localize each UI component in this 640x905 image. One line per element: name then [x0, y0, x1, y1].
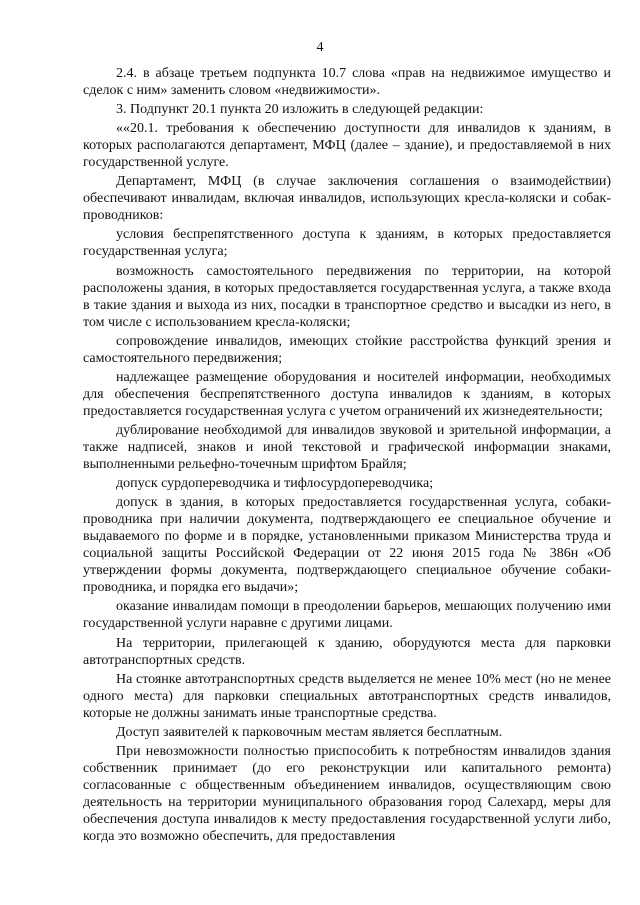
- paragraph-20-1: ««20.1. требования к обеспечению доступности для инвалидов к зданиям, в которых располагаются департамент, МФЦ (далее – здание), и предоставляемой в них государственной услуге.: [83, 121, 611, 171]
- list-item-duplication: дублирование необходимой для инвалидов звуковой и зрительной информации, а также надписей, знаков и иной текстовой и графической информации знаками, выполненными рельефно-точечным шрифтом Брайля;: [83, 422, 611, 473]
- list-item-accompaniment: сопровождение инвалидов, имеющих стойкие расстройства функций зрения и самостоятельного передвижения;: [83, 333, 611, 366]
- list-item-access-conditions: условия беспрепятственного доступа к зданиям, в которых предоставляется государственная услуга;: [83, 227, 611, 260]
- paragraph-parking-free: Доступ заявителей к парковочным местам является бесплатным.: [116, 724, 503, 740]
- list-item-sign-interpreter: допуск сурдопереводчика и тифлосурдопереводчика;: [116, 476, 434, 492]
- list-item-equipment: надлежащее размещение оборудования и носителей информации, необходимых для обеспечения беспрепятственного доступа инвалидов к зданиям, в которых предоставляется государственная услуга с учетом ограничений их жизнедеятельности;: [83, 369, 611, 419]
- paragraph-parking-territory: На территории, прилегающей к зданию, оборудуются места для парковки автотранспортных средств.: [83, 635, 611, 668]
- paragraph-impossibility: При невозможности полностью приспособить к потребностям инвалидов здания собственник принимает (до его реконструкции или капитального ремонта) согласованные с общественным объединением инвалидов, осуществляющим свою деятельность на территории муниципального образования город Салехард, меры для обеспечения доступа инвалидов к месту предоставления государственной услуги либо, когда это возможно обеспечить, для предоставления: [83, 743, 611, 845]
- list-item-guide-dog: допуск в здания, в которых предоставляется государственная услуга, собаки-проводника при наличии документа, подтверждающего ее специальное обучение и выдаваемого по форме и в порядке, установленными приказом Министерства труда и социальной защиты Российской Федерации от 22 июня 2015 года № 386н «Об утверждении формы документа, подтверждающего специальное обучение собаки-проводника, и порядка его выдачи»;: [83, 495, 611, 596]
- document-body: [83, 65, 611, 847]
- paragraph-department-mfc: Департамент, МФЦ (в случае заключения соглашения о взаимодействии) обеспечивают инвалидам, включая инвалидов, использующих кресла-коляски и собак-проводников:: [83, 174, 611, 224]
- paragraph-3: 3. Подпункт 20.1 пункта 20 изложить в следующей редакции:: [116, 102, 484, 118]
- page-number: 4: [316, 40, 324, 55]
- paragraph-parking-quota: На стоянке автотранспортных средств выделяется не менее 10% мест (но не менее одного места) для парковки специальных автотранспортных средств инвалидов, которые не должны занимать иные транспортные средства.: [83, 671, 611, 721]
- paragraph-2-4: 2.4. в абзаце третьем подпункта 10.7 слова «прав на недвижимое имущество и сделок с ним» заменить словом «недвижимости».: [83, 66, 611, 99]
- list-item-assistance: оказание инвалидам помощи в преодолении барьеров, мешающих получению ими государственной услуги наравне с другими лицами.: [83, 599, 611, 632]
- list-item-movement: возможность самостоятельного передвижения по территории, на которой расположены здания, в которых предоставляется государственная услуга, а также входа в такие здания и выхода из них, посадки в транспортное средство и высадки из него, в том числе с использованием кресла-коляски;: [83, 263, 611, 330]
